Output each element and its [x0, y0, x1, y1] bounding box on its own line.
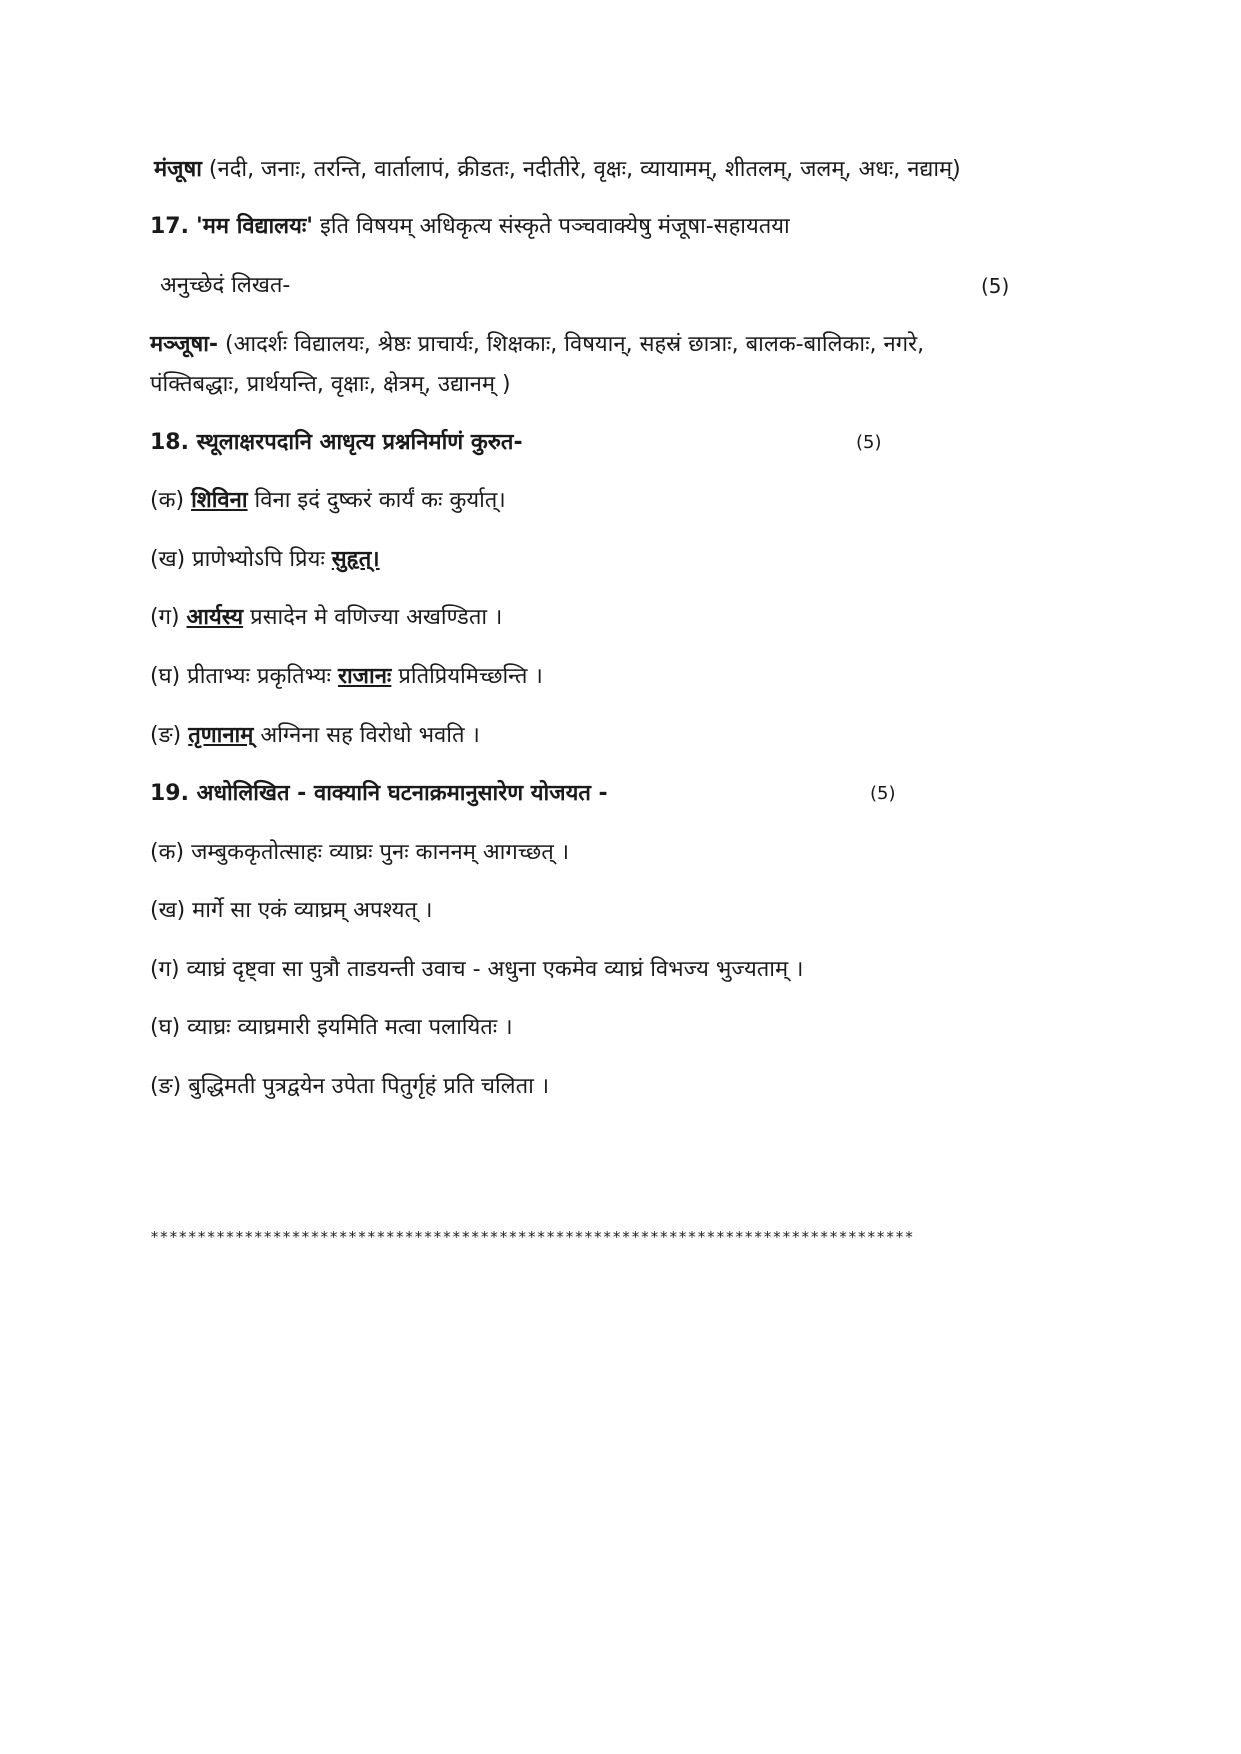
- question-19-heading: 19. अधोलिखित - वाक्यानि घटनाक्रमानुसारेण योजयत -: [150, 781, 608, 806]
- question-18-heading: 18. स्थूलाक्षरपदानि आधृत्य प्रश्ननिर्माणं कुरुत-: [150, 430, 523, 455]
- question-19-marks: (5): [870, 783, 896, 804]
- item-text: जम्बुककृतोत्साहः व्याघ्रः पुनः काननम् आगच्छत् ।: [191, 840, 570, 865]
- manjusha-16-words: (नदी, जनाः, तरन्ति, वार्तालापं, क्रीडतः, नदीतीरे, वृक्षः, व्यायामम्, शीतलम्, जलम्, अधः, नद्याम्): [201, 157, 961, 182]
- question-19-item: [150, 896, 432, 926]
- question-17-manjusha-words-1: (आदर्शः विद्यालयः, श्रेष्ठः प्राचार्यः, शिक्षकाः, विषयान्, सहस्रं छात्राः, बालक-बालिकाः, नगरे,: [218, 332, 925, 357]
- item-text-after: विना इदं दुष्करं कार्यं कः कुर्यात्।: [247, 488, 506, 513]
- footer-separator: *********************************************************************************: [150, 1228, 914, 1246]
- question-19-item: [150, 955, 803, 985]
- item-label: (क): [150, 488, 192, 513]
- item-label: (ग): [150, 605, 187, 630]
- question-18-item: [150, 603, 502, 633]
- item-label: (ग): [150, 957, 187, 982]
- item-label: (क): [150, 840, 192, 865]
- item-text: व्याघ्रः व्याघ्रमारी इयमिति मत्वा पलायितः ।: [187, 1015, 513, 1040]
- item-underlined-word: शिविना: [191, 488, 248, 513]
- item-label: (ख): [150, 547, 193, 572]
- item-underlined-word: आर्यस्य: [186, 605, 244, 630]
- item-text-after: प्रतिप्रियमिच्छन्ति ।: [391, 664, 543, 689]
- question-19-item: [150, 1072, 549, 1102]
- question-17-manjusha-line-2: [150, 370, 511, 400]
- item-text-after: प्रसादेन मे वणिज्या अखण्डिता ।: [243, 605, 503, 630]
- question-18-item: [150, 662, 543, 692]
- question-17-line-2: [160, 271, 290, 301]
- item-underlined-word: राजानः: [337, 664, 392, 689]
- item-underlined-word: सुहृत्।: [331, 547, 380, 572]
- question-18-marks: (5): [856, 432, 882, 453]
- item-label: (ङ): [150, 723, 189, 748]
- item-underlined-word: तृणानाम्: [188, 723, 254, 748]
- item-label: (ख): [150, 898, 193, 923]
- question-18-item: [150, 486, 506, 516]
- manjusha-16-line: [154, 155, 961, 185]
- item-label: (घ): [150, 664, 188, 689]
- item-label: (घ): [150, 1015, 188, 1040]
- item-text: बुद्धिमती पुत्रद्वयेन उपेता पितुर्गृहं प्रति चलिता ।: [188, 1074, 550, 1099]
- question-19-item: [150, 838, 569, 868]
- question-18-item: [150, 545, 380, 575]
- item-label: (ङ): [150, 1074, 189, 1099]
- question-18-item: [150, 721, 480, 751]
- question-17-text-1: इति विषयम् अधिकृत्य संस्कृते पञ्चवाक्येषु मंजूषा-सहायतया: [313, 214, 790, 239]
- item-text-before: प्राणेभ्योऽपि प्रियः: [192, 547, 332, 572]
- question-17-text-2: अनुच्छेदं लिखत-: [160, 273, 291, 298]
- question-17-line-1: [150, 212, 790, 242]
- question-17-manjusha-words-2: पंक्तिबद्धाः, प्रार्थयन्ति, वृक्षाः, क्षेत्रम्, उद्यानम् ): [150, 372, 511, 397]
- item-text: व्याघ्रं दृष्ट्वा सा पुत्रौ ताडयन्ती उवाच - अधुना एकमेव व्याघ्रं विभज्य भुज्यताम् ।: [186, 957, 804, 982]
- question-19-item: [150, 1013, 513, 1043]
- item-text: मार्गे सा एकं व्याघ्रम् अपश्यत् ।: [192, 898, 433, 923]
- manjusha-16-label: मंजूषा: [154, 157, 202, 182]
- item-text-after: अग्निना सह विरोधो भवति ।: [253, 723, 480, 748]
- question-17-manjusha-label: मञ्जूषा-: [150, 332, 219, 357]
- question-17-manjusha-line-1: [150, 330, 924, 360]
- question-17-number: 17.: [150, 214, 189, 239]
- question-17-topic: 'मम विद्यालयः': [195, 214, 314, 239]
- question-17-marks: (5): [981, 274, 1010, 298]
- item-text-before: प्रीताभ्यः प्रकृतिभ्यः: [187, 664, 338, 689]
